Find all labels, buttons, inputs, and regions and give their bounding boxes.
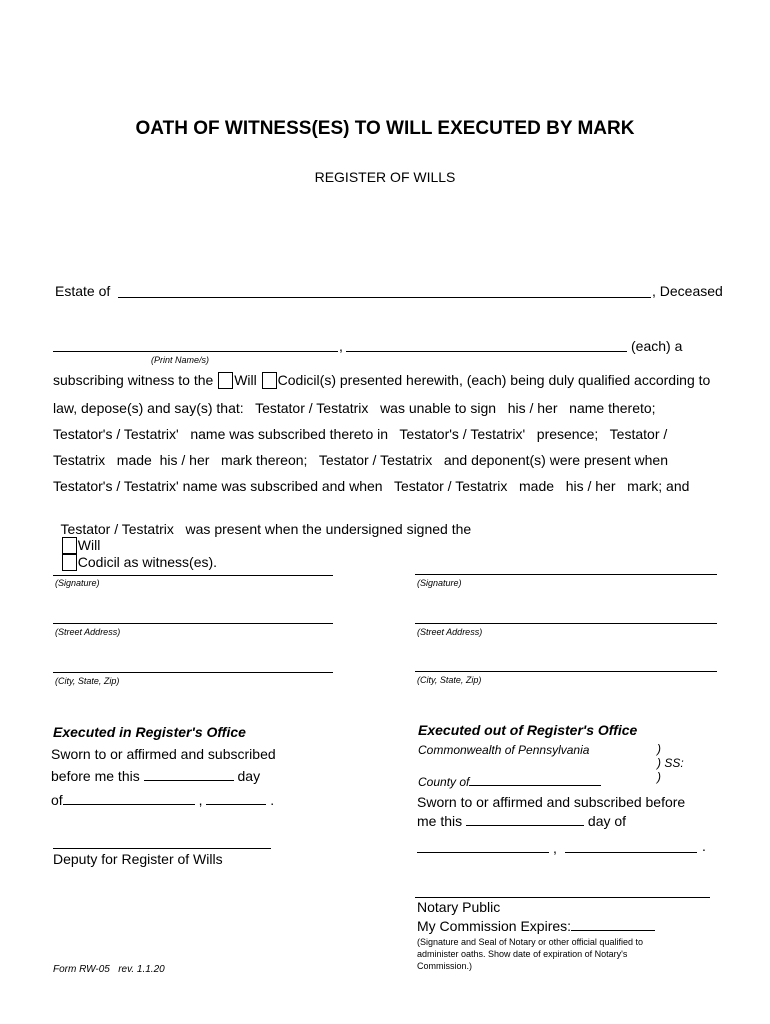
- ss-label: ) SS:: [657, 756, 684, 770]
- city-label-right: (City, State, Zip): [417, 675, 482, 685]
- commission-line: [417, 918, 655, 934]
- month-field[interactable]: [63, 792, 195, 805]
- will-checkbox[interactable]: [218, 372, 233, 389]
- form-subtitle: REGISTER OF WILLS: [314, 169, 456, 185]
- executed-in-line-1: Sworn to or affirmed and subscribed: [51, 746, 276, 762]
- paren-1: ): [657, 742, 661, 756]
- of-label: of: [51, 792, 63, 808]
- signature-field-right[interactable]: [415, 574, 717, 575]
- signature-field-left[interactable]: [53, 575, 333, 576]
- city-field-right[interactable]: [415, 671, 717, 672]
- sworn-line-1: Sworn to or affirmed and subscribed before: [417, 794, 686, 810]
- witness-name-field-2[interactable]: [346, 351, 627, 352]
- commission-date-field[interactable]: [571, 918, 655, 931]
- county-field[interactable]: [469, 774, 601, 786]
- county-line: [418, 774, 601, 789]
- paragraph-line-6: [53, 505, 471, 571]
- will-label-2: Will: [77, 537, 101, 553]
- street-label-right: (Street Address): [417, 627, 483, 637]
- paren-3: ): [657, 770, 661, 784]
- commonwealth-label: Commonwealth of Pennsylvania: [418, 743, 590, 757]
- notary-note-2: administer oaths. Show date of expiration of Notary's: [417, 949, 628, 959]
- executed-in-heading: Executed in Register's Office: [53, 724, 246, 740]
- estate-label: Estate of: [55, 283, 111, 299]
- comma-label: ,: [198, 792, 203, 808]
- sworn-line-2: [417, 813, 626, 829]
- witness-name-field-1[interactable]: [53, 351, 338, 352]
- paragraph-line-2: law, depose(s) and say(s) that: Testator / Testatrix was unable to sign his / her name thereto;: [53, 400, 656, 416]
- day-field-out[interactable]: [466, 813, 584, 826]
- year-field[interactable]: [206, 792, 266, 805]
- year-field-out[interactable]: [565, 852, 697, 853]
- notary-label: Notary Public: [417, 899, 501, 915]
- will-checkbox-2[interactable]: [62, 537, 77, 554]
- codicil-label-2: Codicil as witness(es).: [77, 554, 218, 570]
- paragraph-text: Testator / Testatrix was present when the undersigned signed the: [60, 521, 472, 537]
- paragraph-text: subscribing witness to the: [53, 372, 214, 388]
- codicil-checkbox-2[interactable]: [62, 554, 77, 571]
- executed-in-line-2: [51, 768, 260, 784]
- month-field-out[interactable]: [417, 852, 549, 853]
- deceased-label: , Deceased: [652, 283, 723, 299]
- executed-out-heading: Executed out of Register's Office: [418, 722, 638, 738]
- signature-label-left: (Signature): [55, 578, 100, 588]
- each-label: (each) a: [631, 338, 683, 354]
- names-comma: ,: [339, 338, 343, 354]
- paragraph-line-3: Testator's / Testatrix' name was subscribed thereto in Testator's / Testatrix' presence; Testator /: [53, 426, 668, 442]
- street-field-right[interactable]: [415, 623, 717, 624]
- period-label: .: [270, 792, 275, 808]
- codicil-label: Codicil(s) presented herewith, (each) being duly qualified according to: [277, 372, 711, 388]
- codicil-checkbox[interactable]: [262, 372, 277, 389]
- print-names-label: (Print Name/s): [151, 355, 210, 365]
- notary-note-1: (Signature and Seal of Notary or other official qualified to: [417, 937, 643, 947]
- commission-label: My Commission Expires:: [417, 918, 572, 934]
- form-title: OATH OF WITNESS(ES) TO WILL EXECUTED BY MARK: [135, 118, 635, 139]
- deputy-label: Deputy for Register of Wills: [53, 851, 223, 867]
- before-me-label: before me this: [51, 768, 140, 784]
- day-of-label: day of: [587, 813, 627, 829]
- estate-name-field[interactable]: [118, 297, 651, 298]
- me-this-label: me this: [417, 813, 463, 829]
- paragraph-line-5: Testator's / Testatrix' name was subscribed and when Testator / Testatrix made his / her mark; and: [53, 478, 690, 494]
- city-field-left[interactable]: [53, 672, 333, 673]
- day-label: day: [237, 768, 261, 784]
- street-field-left[interactable]: [53, 623, 333, 624]
- city-label-left: (City, State, Zip): [55, 676, 120, 686]
- deputy-signature-field[interactable]: [53, 848, 271, 849]
- executed-in-line-3: [51, 792, 274, 808]
- paragraph-line-4: Testatrix made his / her mark thereon; Testator / Testatrix and deponent(s) were present when: [53, 452, 669, 468]
- notary-note-3: Commission.): [417, 961, 473, 971]
- day-field[interactable]: [144, 768, 234, 781]
- notary-signature-field[interactable]: [415, 897, 710, 898]
- form-id: Form RW-05 rev. 1.1.20: [53, 964, 165, 975]
- date-comma: ,: [553, 840, 557, 856]
- will-label: Will: [234, 372, 257, 388]
- paragraph-line-1: [53, 372, 710, 389]
- signature-label-right: (Signature): [417, 578, 462, 588]
- county-label: County of: [418, 775, 470, 789]
- date-period: .: [702, 838, 706, 854]
- street-label-left: (Street Address): [55, 627, 121, 637]
